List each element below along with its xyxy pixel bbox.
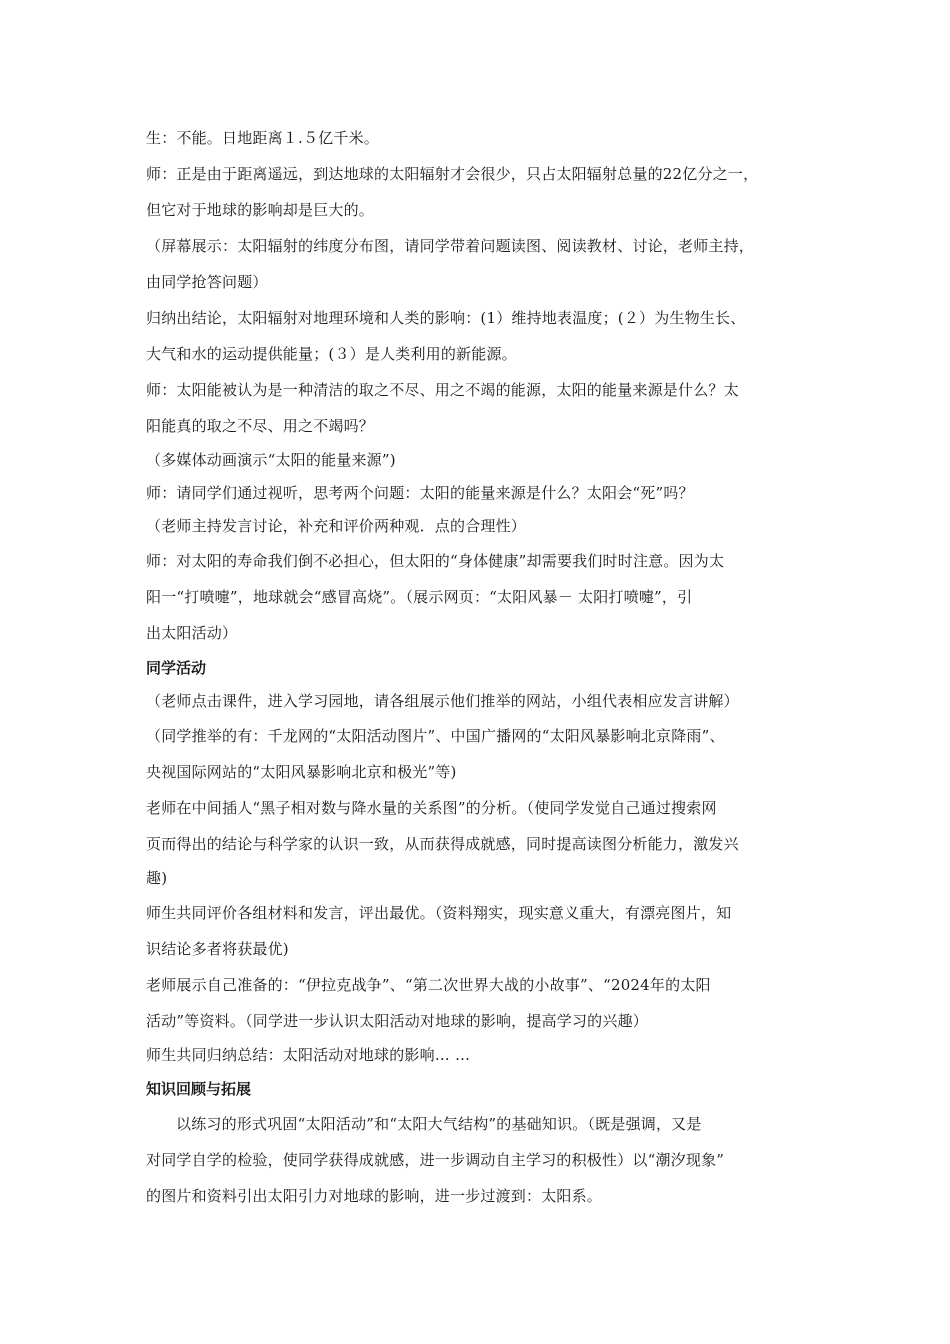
paragraph-line: 但它对于地球的影响却是巨大的。: [146, 201, 375, 219]
paragraph-line: （多媒体动画演示“太阳的能量来源”): [146, 451, 396, 469]
paragraph-line: 师：太阳能被认为是一种清洁的取之不尽、用之不竭的能源，太阳的能量来源是什么？太: [146, 381, 739, 399]
paragraph-line: 的图片和资料引出太阳引力对地球的影响，进一步过渡到：太阳系。: [146, 1187, 603, 1205]
paragraph-line: 归纳出结论，太阳辐射对地理环境和人类的影响：(1）维持地表温度；(２）为生物生长、: [146, 309, 746, 327]
paragraph-line: 由同学抢答问题）: [146, 273, 268, 291]
paragraph-line: 出太阳活动）: [146, 624, 238, 642]
paragraph-line: 老师展示自己准备的：“伊拉克战争”、“第二次世界大战的小故事”、“2024年的太阳: [146, 976, 711, 994]
paragraph-line: 趣): [146, 869, 168, 887]
paragraph-line: 师：对太阳的寿命我们倒不必担心，但太阳的“身体健康”却需要我们时时注意。因为太: [146, 552, 725, 570]
paragraph-line: 阳能真的取之不尽、用之不竭吗？: [146, 417, 375, 435]
paragraph-line: 以练习的形式巩固“太阳活动”和“太阳大气结构”的基础知识。（既是强调，又是: [176, 1115, 702, 1133]
paragraph-line: 阳一“打喷嚏”，地球就会“感冒高烧”。（展示网页：“太阳风暴－ 太阳打喷嚏”，引: [146, 588, 693, 606]
paragraph-line: 活动”等资料。（同学进一步认识太阳活动对地球的影响，提高学习的兴趣）: [146, 1012, 648, 1030]
paragraph-line: 师：请同学们通过视听，思考两个问题：太阳的能量来源是什么？太阳会“死”吗？: [146, 484, 694, 502]
paragraph-line: 师生共同归纳总结：太阳活动对地球的影响… …: [146, 1046, 471, 1064]
paragraph-line: 页而得出的结论与科学家的认识一致，从而获得成就感，同时提高读图分析能力，激发兴: [146, 835, 739, 853]
paragraph-line: 师：正是由于距离遥远，到达地球的太阳辐射才会很少，只占太阳辐射总量的22亿分之一，: [146, 165, 759, 183]
paragraph-line: 师生共同评价各组材料和发言，评出最优。（资料翔实，现实意义重大，有漂亮图片，知: [146, 904, 732, 922]
paragraph-line: 生：不能。日地距离１.５亿千米。: [146, 129, 379, 147]
paragraph-line: （老师点击课件，进入学习园地，请各组展示他们推举的网站，小组代表相应发言讲解）: [146, 692, 739, 710]
section-heading-student-activity: 同学活动: [146, 659, 207, 677]
paragraph-line: 大气和水的运动提供能量；(３）是人类利用的新能源。: [146, 345, 517, 363]
paragraph-line: （老师主持发言讨论，补充和评价两种观．点的合理性）: [146, 517, 527, 535]
paragraph-line: 央视国际网站的“太阳风暴影响北京和极光”等): [146, 763, 457, 781]
paragraph-line: 识结论多者将获最优): [146, 940, 289, 958]
paragraph-line: 对同学自学的检验，使同学获得成就感，进一步调动自主学习的积极性）以“潮汐现象”: [146, 1151, 725, 1169]
paragraph-line: 老师在中间插人“黑子相对数与降水量的关系图”的分析。（使同学发觉自己通过搜索网: [146, 799, 717, 817]
document-body: [146, 120, 826, 1214]
paragraph-line: （屏幕展示：太阳辐射的纬度分布图，请同学带着问题读图、阅读教材、讨论，老师主持，: [146, 237, 755, 255]
section-heading-review-extension: 知识回顾与拓展: [146, 1080, 252, 1098]
paragraph-line: （同学推举的有：千龙网的“太阳活动图片”、中国广播网的“太阳风暴影响北京降雨”、: [146, 727, 725, 745]
